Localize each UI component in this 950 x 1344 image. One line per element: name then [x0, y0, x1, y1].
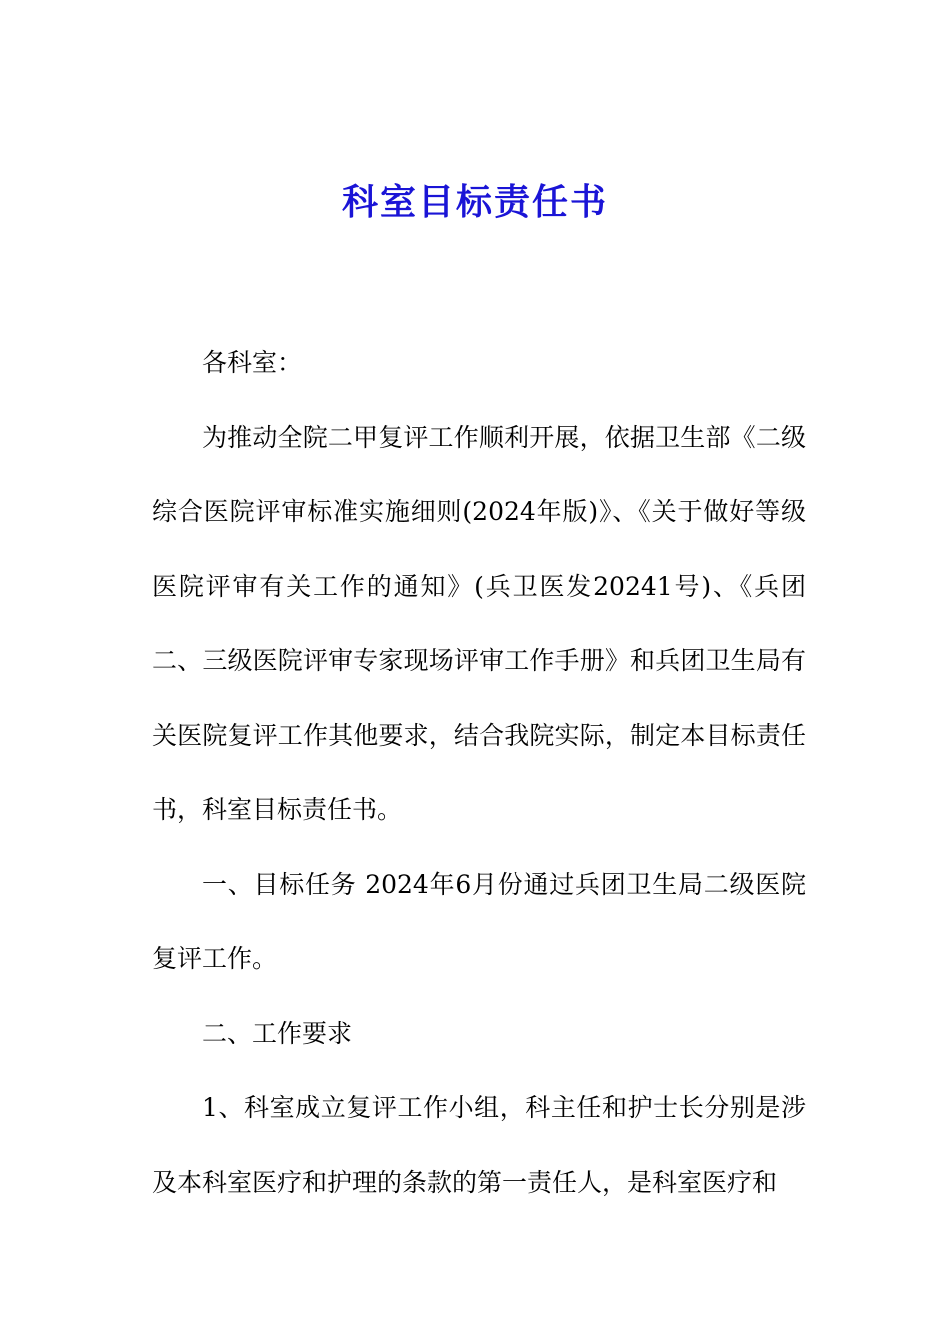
intro-paragraph: 为推动全院二甲复评工作顺利开展，依据卫生部《二级综合医院评审标准实施细则(2024年版)》、《关于做好等级医院评审有关工作的通知》(兵卫医发20241号)、《兵团二、三级医院评审专家现场评审工作手册》和兵团卫生局有关医院复评工作其他要求，结合我院实际，制定本目标责任书，科室目标责任书。: [152, 422, 806, 824]
document-body: [152, 326, 806, 1220]
section-one-paragraph: 一、目标任务 2024年6月份通过兵团卫生局二级医院复评工作。: [152, 869, 806, 973]
requirement-one-paragraph: 1、科室成立复评工作小组，科主任和护士长分别是涉及本科室医疗和护理的条款的第一责任人，是科室医疗和: [152, 1093, 806, 1197]
salutation: 各科室：: [202, 348, 303, 377]
document-title: 科室目标责任书: [341, 182, 608, 223]
section-two-heading: 二、工作要求: [202, 1018, 353, 1048]
